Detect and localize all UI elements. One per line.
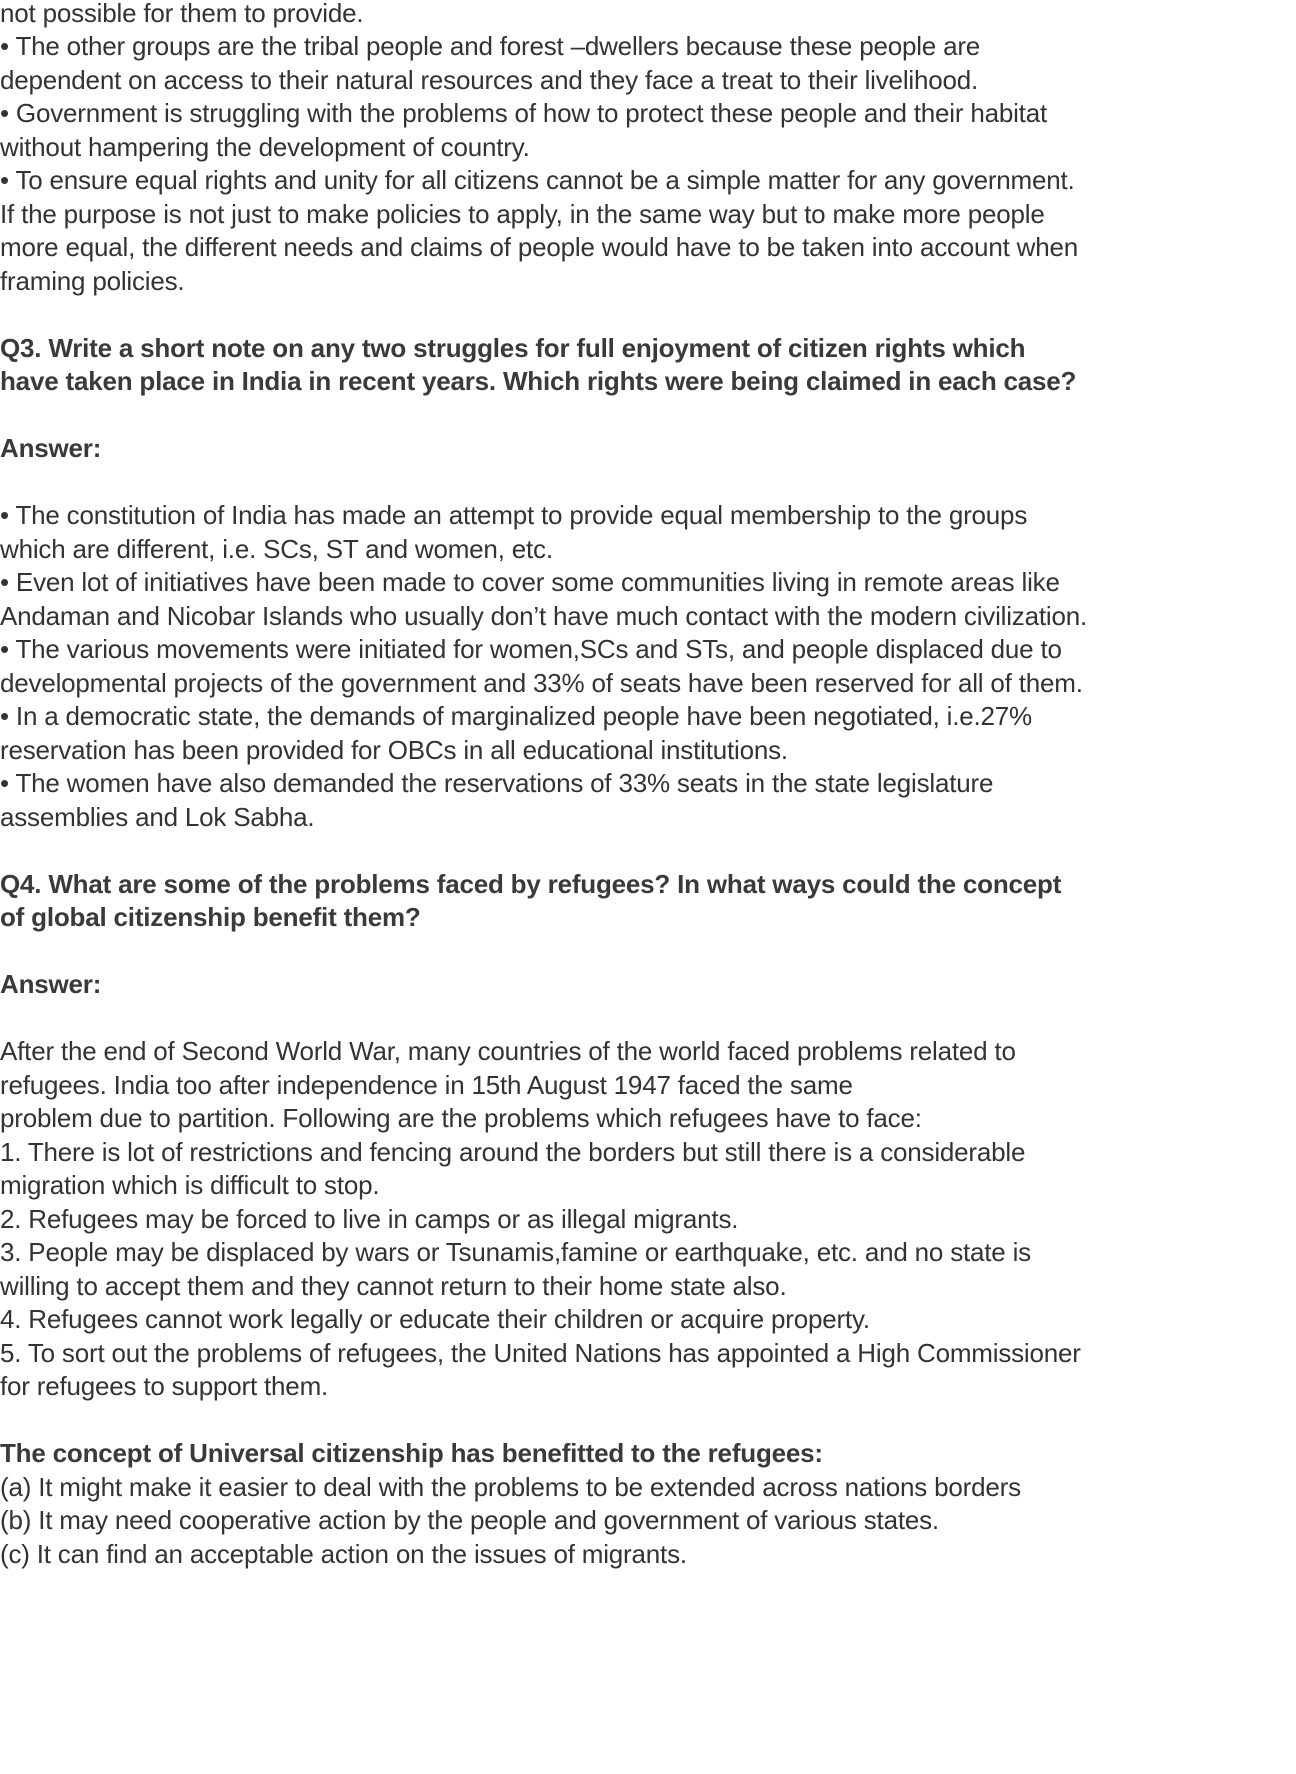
q3-question-line: Q3. Write a short note on any two struggles for full enjoyment of citizen rights which xyxy=(0,333,1026,363)
paragraph-line: framing policies. xyxy=(0,266,185,296)
bullet-line: • The various movements were initiated for women,SCs and STs, and people displaced due to xyxy=(0,634,1062,664)
paragraph-line: If the purpose is not just to make policies to apply, in the same way but to make more people xyxy=(0,199,1045,229)
paragraph-line: After the end of Second World War, many countries of the world faced problems related to xyxy=(0,1036,1016,1066)
paragraph-line: reservation has been provided for OBCs in all educational institutions. xyxy=(0,735,788,765)
benefit-item: (c) It can find an acceptable action on the issues of migrants. xyxy=(0,1539,687,1569)
benefit-item: (b) It may need cooperative action by the people and government of various states. xyxy=(0,1505,939,1535)
paragraph-line: which are different, i.e. SCs, ST and women, etc. xyxy=(0,534,553,564)
numbered-line: 4. Refugees cannot work legally or educate their children or acquire property. xyxy=(0,1304,870,1334)
benefit-item: (a) It might make it easier to deal with the problems to be extended across nations borders xyxy=(0,1472,1021,1502)
paragraph-line: willing to accept them and they cannot return to their home state also. xyxy=(0,1271,787,1301)
paragraph-line: migration which is difficult to stop. xyxy=(0,1170,380,1200)
paragraph-line: Andaman and Nicobar Islands who usually don’t have much contact with the modern civilization. xyxy=(0,601,1087,631)
bullet-line: • The constitution of India has made an attempt to provide equal membership to the groups xyxy=(0,500,1028,530)
q4-answer-label: Answer: xyxy=(0,969,102,999)
paragraph-line: without hampering the development of country. xyxy=(0,132,530,162)
numbered-line: 3. People may be displaced by wars or Tsunamis,famine or earthquake, etc. and no state is xyxy=(0,1237,1031,1267)
bullet-line: • The women have also demanded the reservations of 33% seats in the state legislature xyxy=(0,768,994,798)
paragraph-line: dependent on access to their natural resources and they face a treat to their livelihood. xyxy=(0,65,979,95)
bullet-line: • In a democratic state, the demands of marginalized people have been negotiated, i.e.27% xyxy=(0,701,1032,731)
q3-answer-label: Answer: xyxy=(0,433,102,463)
paragraph-line: for refugees to support them. xyxy=(0,1371,329,1401)
numbered-line: 1. There is lot of restrictions and fencing around the borders but still there is a considerable xyxy=(0,1137,1026,1167)
paragraph-line: more equal, the different needs and claims of people would have to be taken into account when xyxy=(0,232,1078,262)
q3-question-line: have taken place in India in recent years. Which rights were being claimed in each case? xyxy=(0,366,1077,396)
bullet-line: • Even lot of initiatives have been made to cover some communities living in remote areas like xyxy=(0,567,1060,597)
benefits-heading: The concept of Universal citizenship has benefitted to the refugees: xyxy=(0,1438,823,1468)
paragraph-line: not possible for them to provide. xyxy=(0,0,364,28)
paragraph-line: refugees. India too after independence in 15th August 1947 faced the same xyxy=(0,1070,853,1100)
paragraph-line: problem due to partition. Following are the problems which refugees have to face: xyxy=(0,1103,922,1133)
q4-question-line: Q4. What are some of the problems faced by refugees? In what ways could the concept xyxy=(0,869,1062,899)
numbered-line: 2. Refugees may be forced to live in camps or as illegal migrants. xyxy=(0,1204,739,1234)
numbered-line: 5. To sort out the problems of refugees, the United Nations has appointed a High Commissioner xyxy=(0,1338,1081,1368)
bullet-line: • The other groups are the tribal people and forest –dwellers because these people are xyxy=(0,31,981,61)
bullet-line: • To ensure equal rights and unity for all citizens cannot be a simple matter for any government. xyxy=(0,165,1075,195)
paragraph-line: assemblies and Lok Sabha. xyxy=(0,802,315,832)
paragraph-line: developmental projects of the government and 33% of seats have been reserved for all of them. xyxy=(0,668,1083,698)
q4-question-line: of global citizenship benefit them? xyxy=(0,902,421,932)
bullet-line: • Government is struggling with the problems of how to protect these people and their habitat xyxy=(0,98,1047,128)
